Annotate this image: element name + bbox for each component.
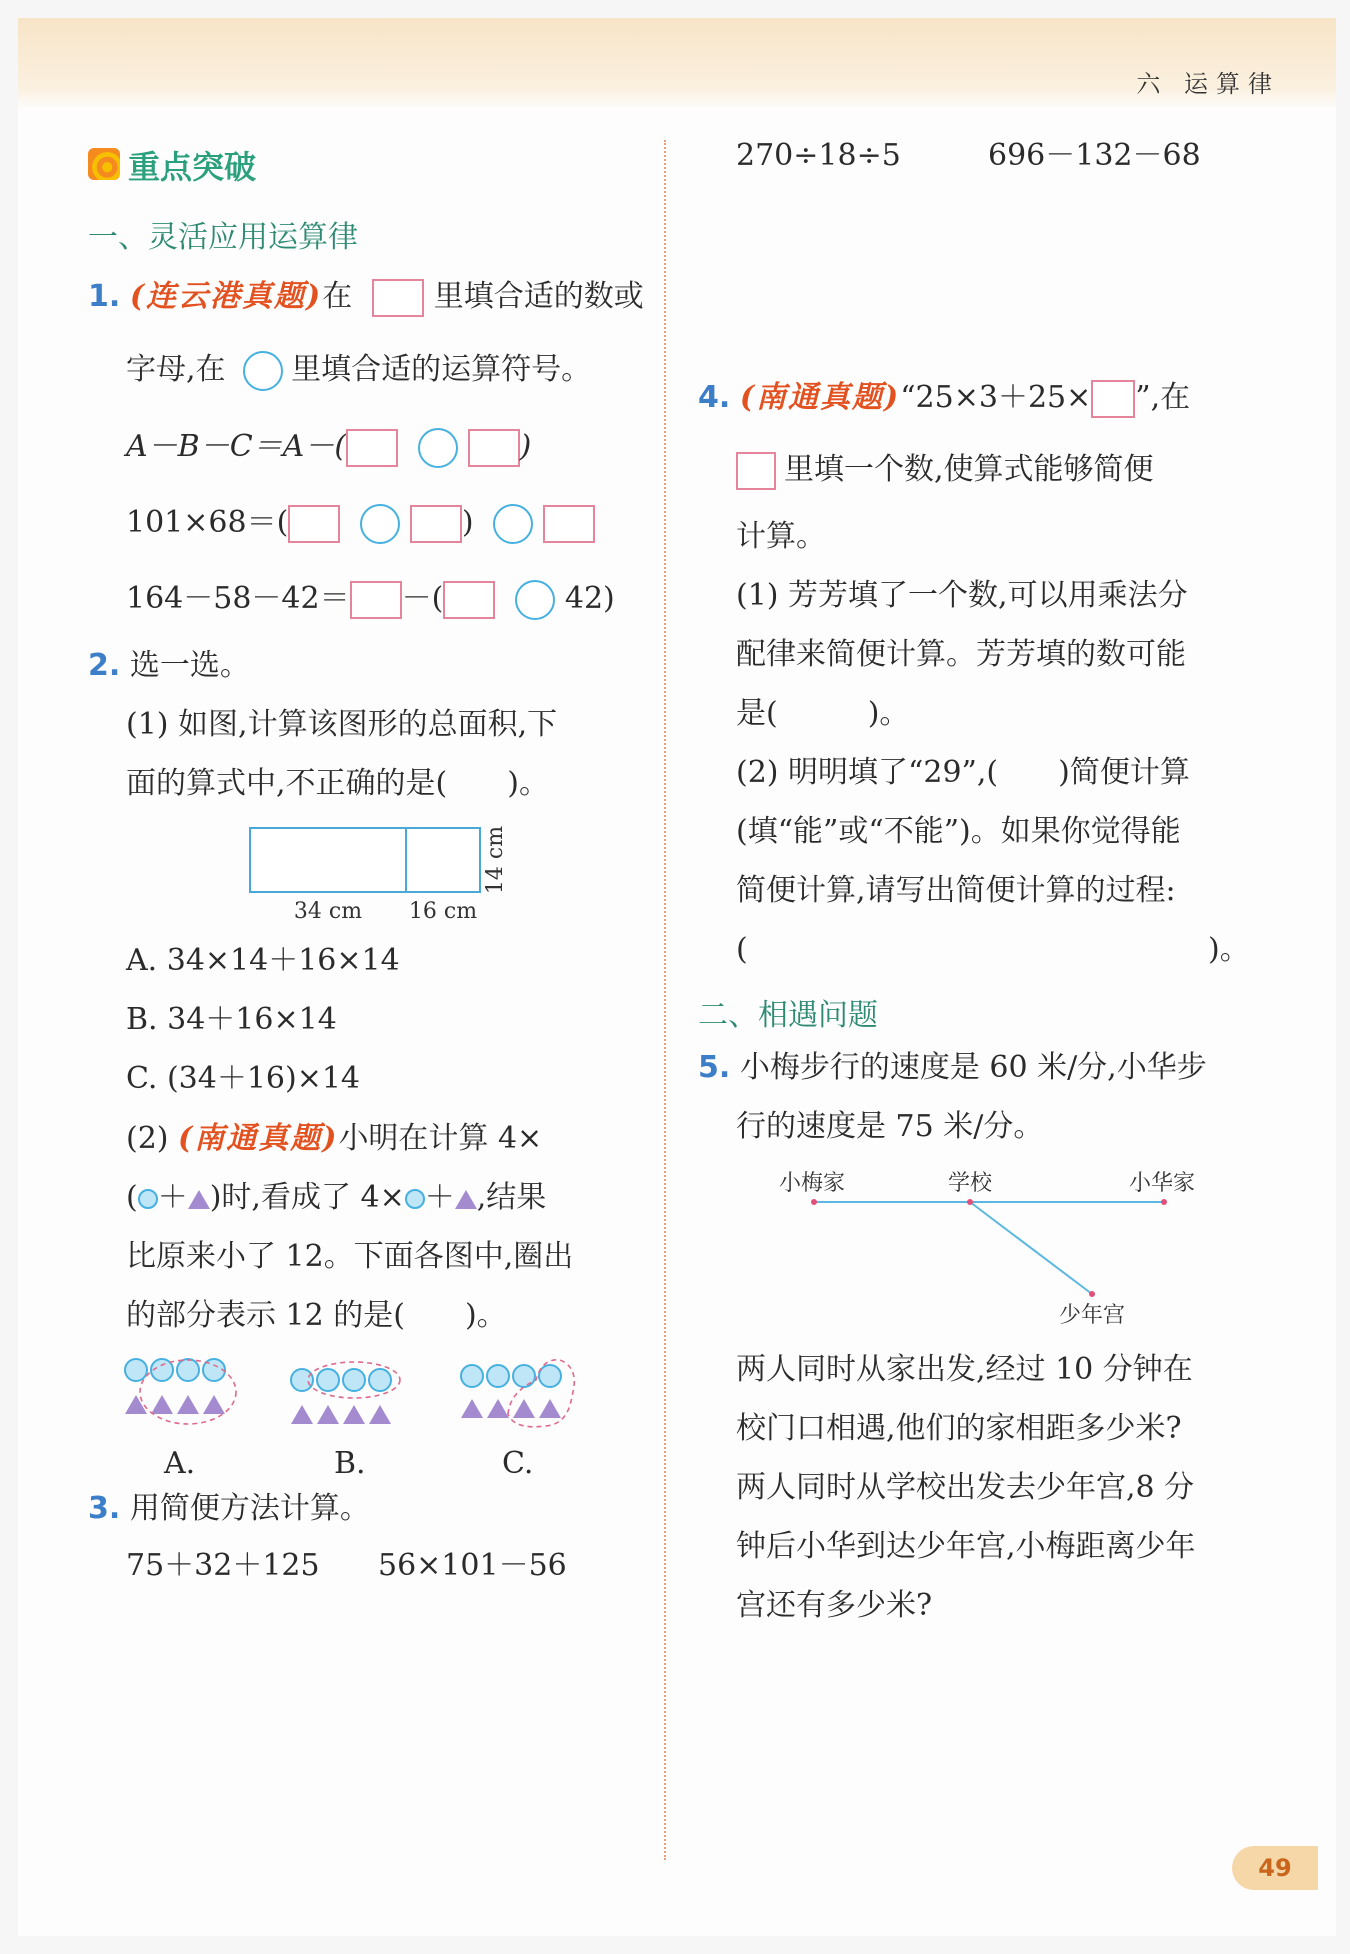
q4-part1-line1: (1) 芳芳填了一个数,可以用乘法分 bbox=[736, 578, 1188, 613]
q4-part1-line2: 配律来简便计算。芳芳填的数可能 bbox=[736, 637, 1186, 672]
question-4-number: 4. bbox=[698, 380, 731, 415]
triangle-shape bbox=[203, 1395, 225, 1414]
symbol-groups-figure bbox=[116, 1350, 596, 1454]
answer-box[interactable] bbox=[372, 279, 424, 317]
q1-text: 里填合适的数或 bbox=[433, 279, 644, 314]
q1-eq-text: －( bbox=[401, 581, 444, 616]
circle-shape bbox=[369, 1369, 391, 1391]
q2-part1-line2: 面的算式中,不正确的是( )。 bbox=[126, 766, 549, 801]
q3-expression-1: 75＋32＋125 bbox=[126, 1548, 320, 1583]
column-divider bbox=[664, 140, 666, 1860]
question-1-tag: (连云港真题) bbox=[129, 279, 323, 314]
triangle-shape bbox=[461, 1399, 483, 1418]
answer-box[interactable] bbox=[410, 505, 462, 543]
q1-eq-text: 101×68＝( bbox=[126, 505, 289, 540]
group-b[interactable] bbox=[291, 1362, 400, 1424]
circle-shape bbox=[343, 1369, 365, 1391]
question-3-title bbox=[88, 1489, 370, 1529]
question-5-number: 5. bbox=[698, 1050, 731, 1085]
label-palace: 少年宫 bbox=[1058, 1303, 1126, 1328]
xiaomei-home-dot bbox=[811, 1199, 817, 1205]
q2-part2-line2 bbox=[126, 1178, 546, 1218]
q4-line-2 bbox=[736, 450, 1154, 490]
question-5-line-1 bbox=[698, 1048, 1207, 1088]
q2-part2-line1 bbox=[126, 1119, 542, 1159]
question-1-number: 1. bbox=[88, 279, 121, 314]
label-xiaohua-home: 小华家 bbox=[1128, 1171, 1196, 1196]
label-xiaomei-home: 小梅家 bbox=[778, 1171, 846, 1196]
answer-box[interactable] bbox=[346, 429, 398, 467]
equation-3 bbox=[126, 579, 615, 620]
circle-symbol-icon bbox=[405, 1189, 425, 1209]
operator-circle[interactable] bbox=[515, 580, 555, 620]
question-1-line-2 bbox=[126, 350, 591, 391]
answer-box[interactable] bbox=[443, 581, 495, 619]
page-number: 49 bbox=[1232, 1846, 1318, 1890]
triangle-symbol-icon bbox=[188, 1190, 210, 1209]
q4-answer-paren-close: )。 bbox=[1208, 932, 1250, 967]
operator-circle[interactable] bbox=[493, 504, 533, 544]
figure-height: 14 cm bbox=[483, 825, 508, 895]
equation-1 bbox=[126, 427, 531, 468]
operator-circle[interactable] bbox=[418, 428, 458, 468]
operator-circle[interactable] bbox=[243, 351, 283, 391]
triangle-shape bbox=[487, 1399, 509, 1418]
section-title: 重点突破 bbox=[128, 148, 257, 186]
q5-problem-line-4: 钟后小华到达少年宫,小梅距离少年 bbox=[736, 1529, 1196, 1564]
q4-part2-line1: (2) 明明填了“29”,( )简便计算 bbox=[736, 755, 1190, 790]
heading-2: 二、相遇问题 bbox=[698, 998, 878, 1033]
triangle-shape bbox=[151, 1395, 173, 1414]
section-logo-icon bbox=[88, 148, 120, 180]
q4-text: “25×3＋25× bbox=[900, 380, 1092, 415]
answer-box[interactable] bbox=[288, 505, 340, 543]
q4-text: 里填一个数,使算式能够简便 bbox=[784, 452, 1154, 487]
triangle-shape bbox=[291, 1405, 313, 1424]
triangle-symbol-icon bbox=[455, 1190, 477, 1209]
q5-problem-line-3: 两人同时从学校出发去少年宫,8 分 bbox=[736, 1470, 1195, 1505]
q2-part2-tag: (南通真题) bbox=[178, 1121, 339, 1156]
q2-part1-line1: (1) 如图,计算该图形的总面积,下 bbox=[126, 707, 558, 742]
operator-circle[interactable] bbox=[360, 504, 400, 544]
group-a[interactable] bbox=[125, 1359, 236, 1424]
circle-shape bbox=[291, 1369, 313, 1391]
triangle-shape bbox=[125, 1395, 147, 1414]
q5-line-2: 行的速度是 75 米/分。 bbox=[736, 1109, 1044, 1144]
q4-answer-paren-open[interactable]: ( bbox=[736, 932, 748, 967]
question-2-number: 2. bbox=[88, 648, 121, 683]
q2-option-c[interactable]: C. (34＋16)×14 bbox=[126, 1061, 361, 1096]
circle-symbol-icon bbox=[138, 1189, 158, 1209]
q2-part2-line3: 比原来小了 12。下面各图中,圈出 bbox=[126, 1239, 574, 1274]
q2-part2-text: 小明在计算 4× bbox=[338, 1121, 543, 1156]
q4-part2-line3: 简便计算,请写出简便计算的过程: bbox=[736, 873, 1176, 908]
circle-shape bbox=[539, 1365, 561, 1387]
q4-part2-line2: (填“能”或“不能”)。如果你觉得能 bbox=[736, 814, 1181, 849]
q4-text: ”,在 bbox=[1135, 380, 1191, 415]
q1-eq-text: A－B－C＝A－( bbox=[126, 429, 347, 464]
triangle-shape bbox=[513, 1399, 535, 1418]
q2-option-b[interactable]: B. 34＋16×14 bbox=[126, 1002, 337, 1037]
q5-problem-line-5: 宫还有多少米? bbox=[736, 1588, 933, 1623]
q5-problem-line-2: 校门口相遇,他们的家相距多少米? bbox=[736, 1411, 1182, 1446]
triangle-shape bbox=[369, 1405, 391, 1424]
group-label-b: B. bbox=[334, 1446, 366, 1481]
circle-shape bbox=[177, 1359, 199, 1381]
q5-problem-line-1: 两人同时从家出发,经过 10 分钟在 bbox=[736, 1352, 1193, 1387]
answer-box[interactable] bbox=[543, 505, 595, 543]
q2-part2-line4: 的部分表示 12 的是( )。 bbox=[126, 1298, 507, 1333]
q3-expression-3: 270÷18÷5 bbox=[736, 138, 901, 173]
question-1-line-1 bbox=[88, 277, 644, 317]
triangle-shape bbox=[343, 1405, 365, 1424]
q2-option-a[interactable]: A. 34×14＋16×14 bbox=[126, 943, 400, 978]
q2-text: ( bbox=[126, 1180, 138, 1215]
q4-part1-line3: 是( )。 bbox=[736, 696, 910, 731]
figure-width-1: 34 cm bbox=[293, 899, 363, 924]
q2-text: )时,看成了 4× bbox=[209, 1180, 405, 1215]
q1-text: 字母,在 bbox=[126, 352, 226, 387]
q2-title-text: 选一选。 bbox=[129, 648, 250, 683]
equation-2 bbox=[126, 503, 595, 544]
road-to-palace bbox=[970, 1202, 1092, 1294]
answer-box[interactable] bbox=[1091, 380, 1135, 418]
xiaohua-home-dot bbox=[1161, 1199, 1167, 1205]
group-c[interactable] bbox=[461, 1360, 574, 1427]
heading-1: 一、灵活应用运算律 bbox=[88, 220, 358, 255]
figure-width-2: 16 cm bbox=[408, 899, 478, 924]
question-2-title bbox=[88, 646, 250, 686]
q1-text: 在 bbox=[322, 279, 353, 314]
label-school: 学校 bbox=[947, 1171, 993, 1196]
q1-text: 里填合适的运算符号。 bbox=[291, 352, 592, 387]
answer-box[interactable] bbox=[468, 429, 520, 467]
route-map bbox=[760, 1162, 1220, 1332]
q1-eq-text: ) bbox=[461, 505, 474, 540]
q1-eq-text: 164－58－42＝ bbox=[126, 581, 350, 616]
group-label-c: C. bbox=[502, 1446, 534, 1481]
q3-title-text: 用简便方法计算。 bbox=[129, 1491, 370, 1526]
q1-eq-text: 42) bbox=[564, 581, 615, 616]
q2-text: ,结果 bbox=[476, 1180, 547, 1215]
group-label-a: A. bbox=[164, 1446, 196, 1481]
question-4-line-1 bbox=[698, 378, 1190, 418]
answer-box[interactable] bbox=[350, 581, 402, 619]
rectangle-figure bbox=[240, 818, 520, 930]
circle-shape bbox=[317, 1369, 339, 1391]
q3-expression-4: 696－132－68 bbox=[988, 138, 1201, 173]
chapter-title: 六 运算律 bbox=[1136, 70, 1280, 98]
triangle-shape bbox=[177, 1395, 199, 1414]
triangle-shape bbox=[539, 1399, 561, 1418]
q1-eq-text: ) bbox=[519, 429, 532, 464]
circle-shape bbox=[513, 1365, 535, 1387]
circle-shape bbox=[461, 1365, 483, 1387]
q2-part2-num: (2) bbox=[126, 1121, 169, 1156]
school-dot bbox=[967, 1199, 973, 1205]
circle-shape bbox=[487, 1365, 509, 1387]
q2-text: ＋ bbox=[424, 1180, 455, 1215]
circle-shape bbox=[125, 1359, 147, 1381]
triangle-shape bbox=[317, 1405, 339, 1424]
q3-expression-2: 56×101－56 bbox=[378, 1548, 567, 1583]
q5-text: 小梅步行的速度是 60 米/分,小华步 bbox=[739, 1050, 1207, 1085]
figure-rectangle bbox=[250, 828, 480, 892]
answer-box[interactable] bbox=[736, 452, 776, 490]
q2-text: ＋ bbox=[157, 1180, 188, 1215]
q4-line-3: 计算。 bbox=[736, 519, 826, 554]
palace-dot bbox=[1089, 1291, 1095, 1297]
question-3-number: 3. bbox=[88, 1491, 121, 1526]
question-4-tag: (南通真题) bbox=[739, 380, 901, 415]
